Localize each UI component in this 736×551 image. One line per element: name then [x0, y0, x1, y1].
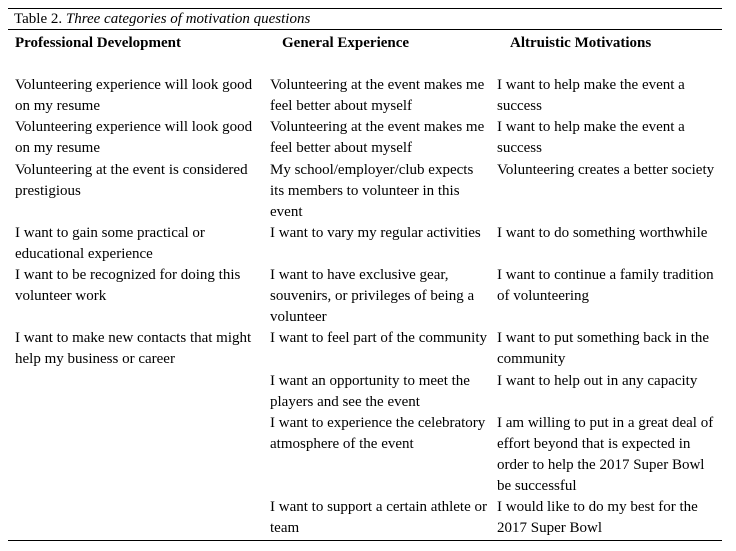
column-altruistic-motivations — [497, 33, 722, 539]
table-cell: I want to continue a family tradition of volunteering — [497, 267, 714, 305]
table-cell: I want to feel part of the community — [270, 330, 488, 347]
table-cell: I am willing to put in a great deal of effort beyond that is expected in order to help the 2017 Super Bowl be successful — [497, 414, 714, 494]
table-cell: I want to be recognized for doing this volunteer work — [15, 267, 241, 305]
table-cell: Volunteering experience will look good on my resume — [15, 77, 253, 115]
table-cell: My school/employer/club expects its members to volunteer in this event — [270, 161, 474, 220]
table-cell: I want to put something back in the community — [497, 330, 710, 368]
table-title: Three categories of motivation questions — [65, 11, 311, 27]
column-professional-development — [15, 33, 263, 371]
table-cell: I want to help make the event a success — [497, 77, 685, 115]
table-cell: I want an opportunity to meet the players and see the event — [270, 372, 470, 410]
table-cell: I want to help make the event a success — [497, 119, 685, 157]
table-cell: I want to support a certain athlete or team — [270, 499, 488, 537]
table-top-rule — [8, 8, 722, 9]
table-cell: I would like to do my best for the 2017 Super Bowl — [497, 499, 698, 537]
table-label: Table 2. — [14, 11, 63, 27]
blank-row — [497, 54, 722, 75]
table-cell: I want to experience the celebratory atmosphere of the event — [270, 414, 486, 452]
table-caption — [14, 10, 310, 29]
column-header: Altruistic Motivations — [510, 35, 652, 51]
table-cell: I want to have exclusive gear, souvenirs, or privileges of being a volunteer — [270, 267, 475, 326]
table-cell: Volunteering at the event makes me feel better about myself — [270, 77, 485, 115]
table-cell: Volunteering at the event makes me feel better about myself — [270, 119, 485, 157]
column-header: General Experience — [282, 35, 410, 51]
table-cell: I want to help out in any capacity — [497, 372, 698, 389]
column-header: Professional Development — [15, 35, 181, 51]
header-rule — [8, 29, 722, 30]
table-cell: I want to vary my regular activities — [270, 224, 481, 241]
blank-row — [270, 54, 490, 75]
blank-row — [15, 54, 263, 75]
column-general-experience — [270, 33, 490, 539]
table-bottom-rule — [8, 540, 722, 541]
table-cell: Volunteering experience will look good on my resume — [15, 119, 253, 157]
table-cell: I want to make new contacts that might help my business or career — [15, 330, 252, 368]
table-cell: I want to gain some practical or educational experience — [15, 224, 205, 262]
table-cell: I want to do something worthwhile — [497, 224, 708, 241]
table-cell: Volunteering creates a better society — [497, 161, 715, 178]
table-cell: Volunteering at the event is considered prestigious — [15, 161, 248, 199]
